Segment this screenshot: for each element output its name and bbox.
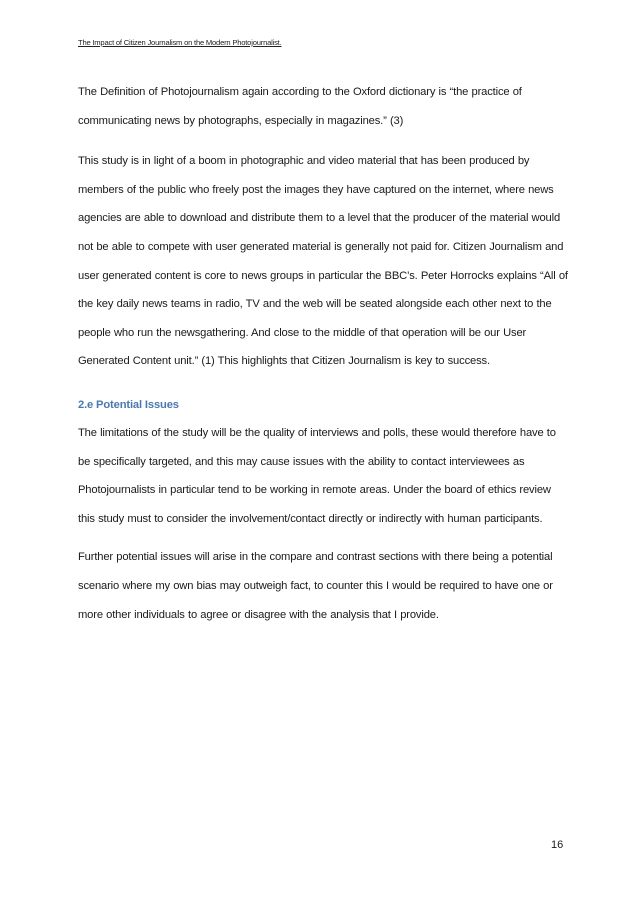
- document-body: [78, 78, 568, 629]
- page-number: 16: [551, 839, 564, 851]
- paragraph-limitations: The limitations of the study will be the quality of interviews and polls, these would therefore have to be specifically targeted, and this may cause issues with the ability to contact interviewees as Photojournalists in particular tend to be working in remote areas. Under the board of ethics review this study must to consider the involvement/contact directly or indirectly with human participants.: [78, 426, 556, 525]
- paragraph-definition: The Definition of Photojournalism again according to the Oxford dictionary is “the practice of communicating news by photographs, especially in magazines.” (3): [78, 86, 522, 127]
- paragraph-study: This study is in light of a boom in photographic and video material that has been produced by members of the public who freely post the images they have captured on the internet, where news agencies are able to download and distribute them to a level that the producer of the material would not be able to compete with user generated material is generally not paid for. Citizen Journalism and user generated content is core to news groups in particular the BBC’s. Peter Horrocks explains “All of the key daily news teams in radio, TV and the web will be seated alongside each other next to the people who run the newsgathering. And close to the middle of that operation will be our User Generated Content unit.” (1) This highlights that Citizen Journalism is key to success.: [78, 155, 568, 368]
- running-header: The Impact of Citizen Journalism on the Modern Photojournalist.: [78, 38, 282, 47]
- paragraph-further-issues: Further potential issues will arise in the compare and contrast sections with there being a potential scenario where my own bias may outweigh fact, to counter this I would be required to have one or more other individuals to agree or disagree with the analysis that I provide.: [78, 551, 553, 621]
- section-heading: 2.e Potential Issues: [78, 398, 179, 411]
